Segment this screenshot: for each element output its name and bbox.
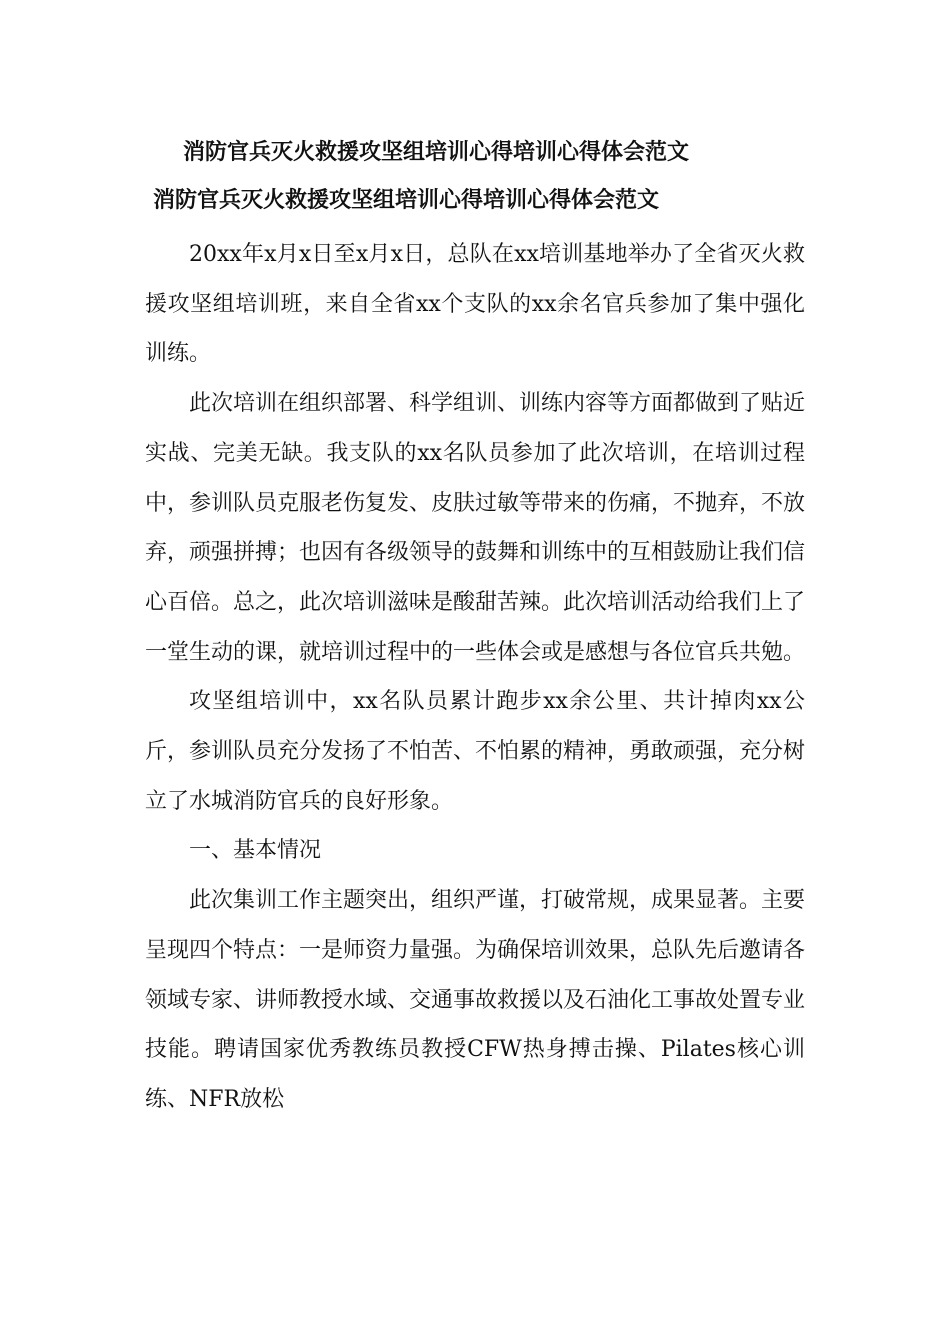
section-heading-basic-situation: 一、基本情况 bbox=[189, 838, 322, 864]
document-title: 消防官兵灭火救援攻坚组培训心得培训心得体会范文 bbox=[183, 139, 690, 165]
document-title-repeat: 消防官兵灭火救援攻坚组培训心得培训心得体会范文 bbox=[153, 187, 660, 213]
paragraph-basic-situation: 此次集训工作主题突出，组织严谨，打破常规，成果显著。主要呈现四个特点：一是师资力量强。为确保培训效果，总队先后邀请各领域专家、讲师教授水域、交通事故救援以及石油化工事故处置专业技能。聘请国家优秀教练员教授CFW热身搏击操、Pilates核心训练、NFR放松 bbox=[145, 888, 806, 1112]
paragraph-intro: 20xx年x月x日至x月x日，总队在xx培训基地举办了全省灭火救援攻坚组培训班，来自全省xx个支队的xx余名官兵参加了集中强化训练。 bbox=[145, 242, 805, 367]
paragraph-results: 攻坚组培训中，xx名队员累计跑步xx余公里、共计掉肉xx公斤，参训队员充分发扬了不怕苦、不怕累的精神，勇敢顽强，充分树立了水城消防官兵的良好形象。 bbox=[145, 689, 806, 814]
document-body bbox=[145, 230, 805, 1125]
paragraph-training-details: 此次培训在组织部署、科学组训、训练内容等方面都做到了贴近实战、完美无缺。我支队的xx名队员参加了此次培训，在培训过程中，参训队员克服老伤复发、皮肤过敏等带来的伤痛，不抛弃，不放弃，顽强拼搏；也因有各级领导的鼓舞和训练中的互相鼓励让我们信心百倍。总之，此次培训滋味是酸甜苦辣。此次培训活动给我们上了一堂生动的课，就培训过程中的一些体会或是感想与各位官兵共勉。 bbox=[145, 391, 806, 665]
